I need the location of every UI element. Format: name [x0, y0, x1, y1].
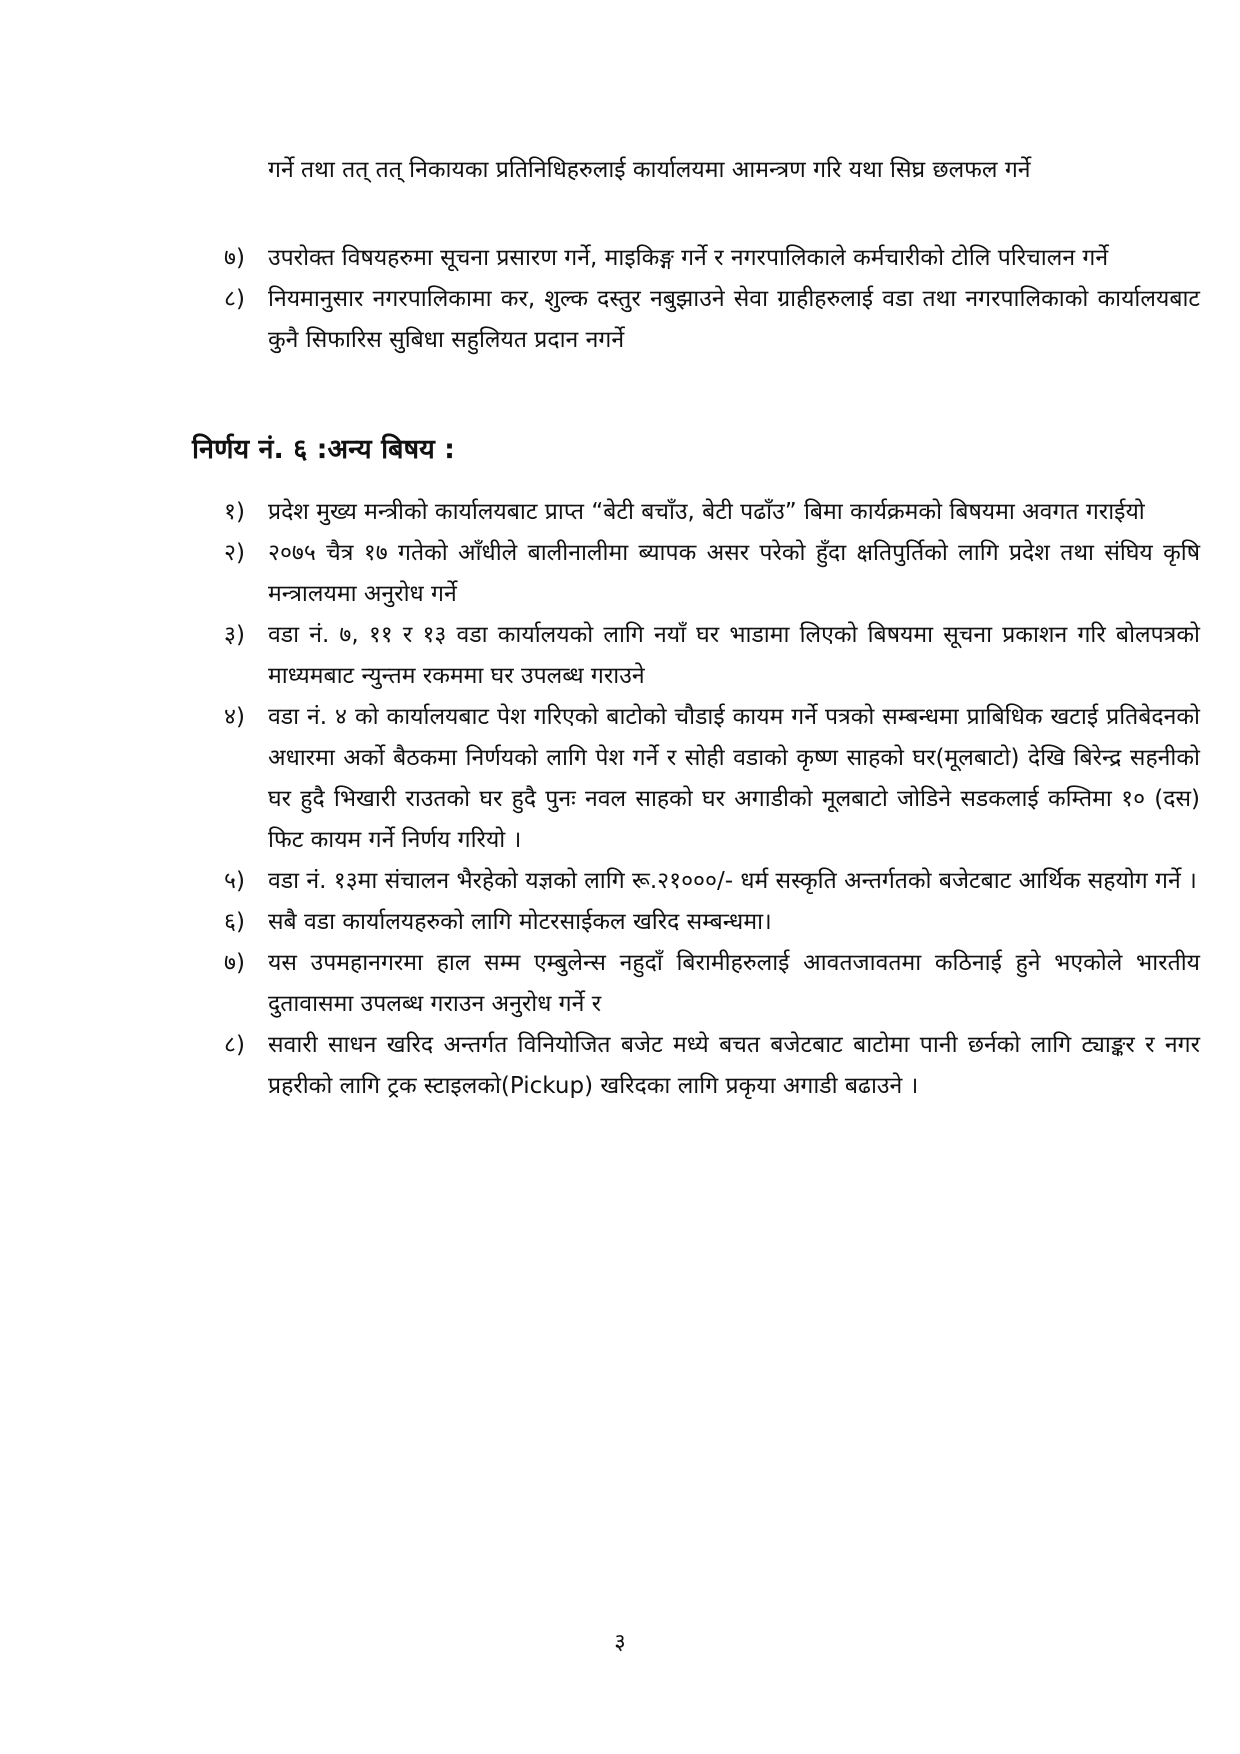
item-number: ६) — [224, 909, 245, 935]
list-item — [224, 943, 1200, 1025]
item-number: ७) — [224, 245, 245, 271]
item-number: ३) — [224, 622, 245, 648]
page-number: ३ — [614, 1630, 626, 1655]
item-text: वडा नं. ४ को कार्यालयबाट पेश गरिएको बाटोको चौडाई कायम गर्ने पत्रको सम्बन्धमा प्राबिधिक खटाई प्रतिबेदनको अधारमा अर्को बैठकमा निर्णयको लागि पेश गर्ने र सोही वडाको कृष्ण साहको घर(मूलबाटो) देखि बिरेन्द्र सहनीको घर हुदै भिखारी राउतको घर हुदै पुनः नवल साहको घर अगाडीको मूलबाटो जोडिने सडकलाई कम्तिमा १० (दस) फिट कायम गर्ने निर्णय गरियो । — [268, 704, 1200, 853]
item-text: २०७५ चैत्र १७ गतेको आँधीले बालीनालीमा ब्यापक असर परेको हुँदा क्षतिपुर्तिको लागि प्रदेश तथा संघिय कृषि मन्त्रालयमा अनुरोध गर्ने — [268, 540, 1200, 607]
list-item — [224, 1025, 1200, 1107]
item-number: २) — [224, 540, 245, 566]
item-number: ५) — [224, 868, 245, 894]
decision-list — [224, 492, 1200, 1107]
item-number: ४) — [224, 704, 245, 730]
item-number: ८) — [224, 1032, 245, 1058]
previous-decision-list — [224, 238, 1200, 361]
list-item — [224, 492, 1200, 533]
continuation-text: गर्ने तथा तत् तत् निकायका प्रतिनिधिहरुलाई कार्यालयमा आमन्त्रण गरि यथा सिघ्र छलफल गर्ने — [268, 157, 1031, 183]
list-item — [224, 861, 1200, 902]
item-number: ७) — [224, 950, 245, 976]
item-number: ८) — [224, 286, 245, 312]
item-text: प्रदेश मुख्य मन्त्रीको कार्यालयबाट प्राप्त “बेटी बचाँउ, बेटी पढाँउ” बिमा कार्यक्रमको बिषयमा अवगत गराईयो — [268, 499, 1145, 525]
item-text: वडा नं. १३मा संचालन भैरहेको यज्ञको लागि रू.२१०००/- धर्म सस्कृति अन्तर्गतको बजेटबाट आर्थिक सहयोग गर्ने । — [268, 868, 1197, 894]
item-text: यस उपमहानगरमा हाल सम्म एम्बुलेन्स नहुदाँ बिरामीहरुलाई आवतजावतमा कठिनाई हुने भएकोले भारतीय दुतावासमा उपलब्ध गराउन अनुरोध गर्ने र — [268, 950, 1200, 1017]
list-item — [224, 279, 1200, 361]
list-item — [224, 902, 1200, 943]
item-text: सबै वडा कार्यालयहरुको लागि मोटरसाईकल खरिद सम्बन्धमा। — [268, 909, 772, 935]
section-heading: निर्णय नं. ६ :अन्य बिषय : — [192, 434, 455, 465]
item-text: नियमानुसार नगरपालिकामा कर, शुल्क दस्तुर नबुझाउने सेवा ग्राहीहरुलाई वडा तथा नगरपालिकाको कार्यालयबाट कुनै सिफारिस सुबिधा सहुलियत प्रदान नगर्ने — [268, 286, 1200, 353]
item-number: १) — [224, 499, 245, 525]
list-item — [224, 238, 1200, 279]
list-item — [224, 697, 1200, 861]
item-text: वडा नं. ७, ११ र १३ वडा कार्यालयको लागि नयाँ घर भाडामा लिएको बिषयमा सूचना प्रकाशन गरि बोलपत्रको माध्यमबाट न्युन्तम रकममा घर उपलब्ध गराउने — [268, 622, 1200, 689]
item-text: सवारी साधन खरिद अन्तर्गत विनियोजित बजेट मध्ये बचत बजेटबाट बाटोमा पानी छर्नको लागि ट्याङ्कर र नगर प्रहरीको लागि ट्रक स्टाइलको(Pickup) खरिदका लागि प्रकृया अगाडी बढाउने । — [268, 1032, 1200, 1099]
list-item — [224, 615, 1200, 697]
list-item — [224, 533, 1200, 615]
item-text: उपरोक्त विषयहरुमा सूचना प्रसारण गर्ने, माइकिङ्ग गर्ने र नगरपालिकाले कर्मचारीको टोलि परिचालन गर्ने — [268, 245, 1109, 271]
